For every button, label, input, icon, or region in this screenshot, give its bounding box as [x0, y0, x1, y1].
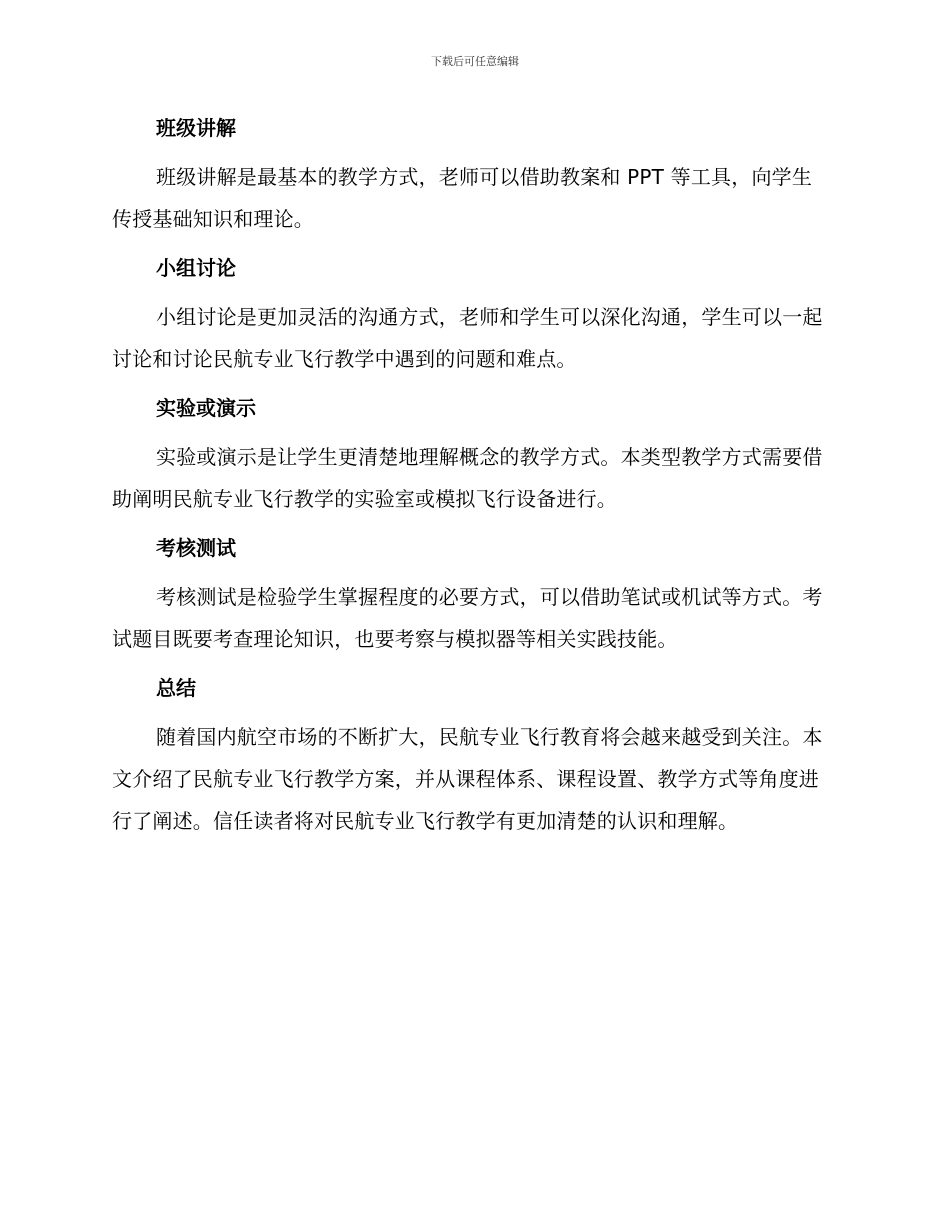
section-heading-class-lecture: 班级讲解 — [156, 116, 236, 140]
section-heading-experiment-demo: 实验或演示 — [156, 396, 256, 420]
section-body-experiment-demo: 实验或演示是让学生更清楚地理解概念的教学方式。本类型教学方式需要借助阐明民航专业飞行教学的实验室或模拟飞行设备进行。 — [112, 445, 823, 511]
section-heading-assessment-test: 考核测试 — [156, 536, 236, 560]
page-header: 下载后可任意编辑 — [431, 55, 519, 68]
section-body-group-discussion: 小组讨论是更加灵活的沟通方式，老师和学生可以深化沟通，学生可以一起讨论和讨论民航专业飞行教学中遇到的问题和难点。 — [112, 305, 823, 371]
section-heading-group-discussion: 小组讨论 — [156, 256, 236, 280]
document-body — [112, 110, 832, 852]
section-heading-summary: 总结 — [156, 676, 196, 700]
section-body-class-lecture: 班级讲解是最基本的教学方式，老师可以借助教案和 PPT 等工具，向学生传授基础知识和理论。 — [112, 165, 813, 231]
section-body-summary: 随着国内航空市场的不断扩大，民航专业飞行教育将会越来越受到关注。本文介绍了民航专业飞行教学方案，并从课程体系、课程设置、教学方式等角度进行了阐述。信任读者将对民航专业飞行教学有更加清楚的认识和理解。 — [112, 725, 823, 833]
section-body-assessment-test: 考核测试是检验学生掌握程度的必要方式，可以借助笔试或机试等方式。考试题目既要考查理论知识，也要考察与模拟器等相关实践技能。 — [112, 585, 823, 651]
